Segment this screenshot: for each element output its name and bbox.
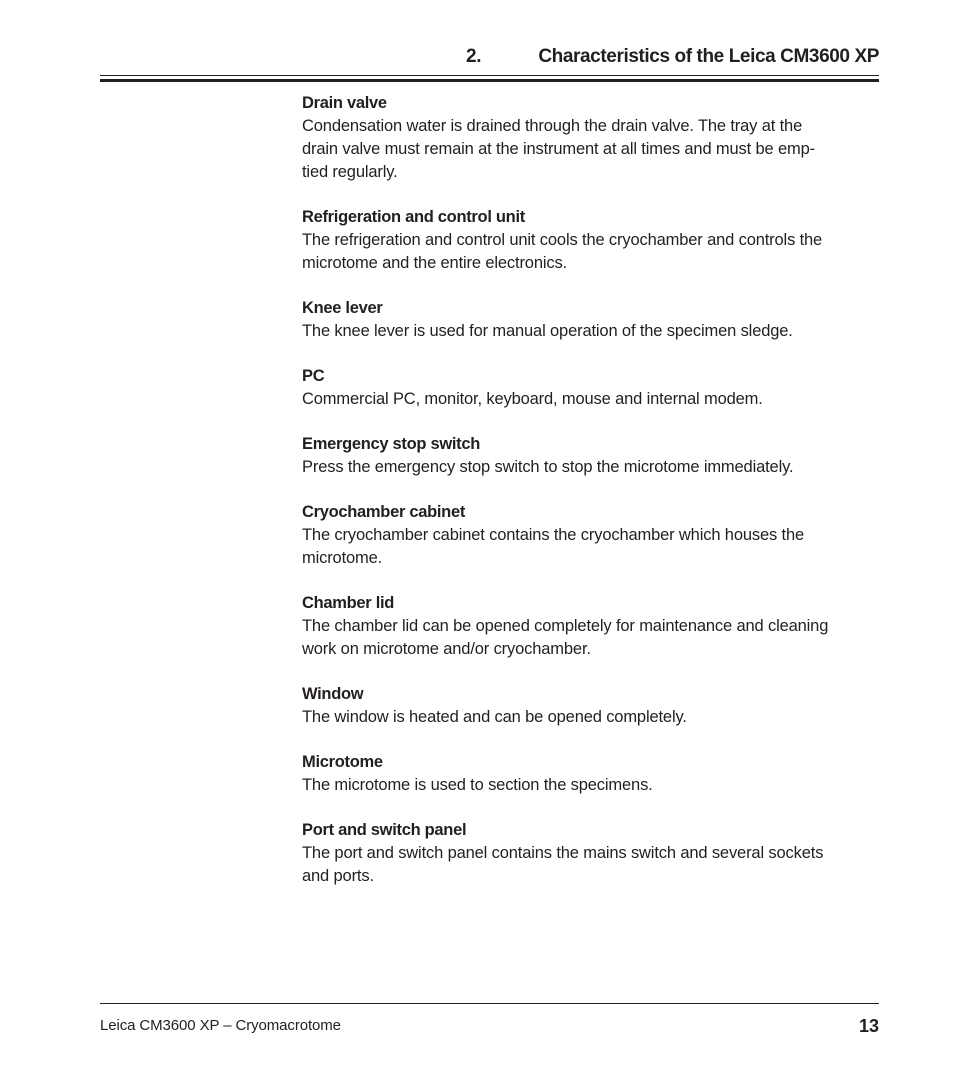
body-line: The port and switch panel contains the mains switch and several sockets (302, 844, 824, 862)
section-body (302, 774, 879, 797)
section-title: Window (302, 685, 364, 703)
body-line: microtome and the entire electronics. (302, 254, 567, 272)
page-number: 13 (858, 1016, 879, 1036)
section-body (302, 842, 879, 888)
body-line: The refrigeration and control unit cools the cryochamber and controls the (302, 231, 823, 249)
section-pc (302, 365, 879, 411)
section-title: Chamber lid (302, 594, 395, 612)
body-line: microtome. (302, 549, 383, 567)
section-microtome (302, 751, 879, 797)
body-line: The cryochamber cabinet contains the cryochamber which houses the (302, 526, 805, 544)
body-line: The microtome is used to section the specimens. (302, 776, 653, 794)
page-header (100, 42, 879, 74)
section-body (302, 388, 879, 411)
section-chamber-lid (302, 592, 879, 661)
section-title: Drain valve (302, 94, 387, 112)
section-drain-valve (302, 92, 879, 184)
section-emergency-stop-switch (302, 433, 879, 479)
body-line: Condensation water is drained through the drain valve. The tray at the (302, 117, 803, 135)
section-refrigeration-control-unit (302, 206, 879, 275)
section-title: Cryochamber cabinet (302, 503, 466, 521)
body-line: Commercial PC, monitor, keyboard, mouse and internal modem. (302, 390, 763, 408)
body-line: work on microtome and/or cryochamber. (302, 640, 591, 658)
chapter-number: 2. (466, 46, 482, 67)
chapter-title: Characteristics of the Leica CM3600 XP (538, 46, 879, 67)
footer-document-title: Leica CM3600 XP – Cryomacrotome (100, 1017, 341, 1034)
body-line: The window is heated and can be opened completely. (302, 708, 687, 726)
section-title: Knee lever (302, 299, 383, 317)
section-port-switch-panel (302, 819, 879, 888)
body-line: The knee lever is used for manual operation of the specimen sledge. (302, 322, 793, 340)
section-title: Microtome (302, 753, 383, 771)
section-body (302, 229, 879, 275)
header-rule-thick (100, 79, 879, 82)
section-title: PC (302, 367, 325, 385)
section-body (302, 456, 879, 479)
section-body (302, 524, 879, 570)
section-body (302, 706, 879, 729)
section-cryochamber-cabinet (302, 501, 879, 570)
section-body (302, 615, 879, 661)
body-line: drain valve must remain at the instrument at all times and must be emp- (302, 140, 815, 158)
body-line: and ports. (302, 867, 374, 885)
section-body (302, 115, 879, 184)
section-window (302, 683, 879, 729)
section-title: Emergency stop switch (302, 435, 481, 453)
section-body (302, 320, 879, 343)
body-line: Press the emergency stop switch to stop the microtome immediately. (302, 458, 794, 476)
body-line: tied regularly. (302, 163, 398, 181)
main-content (302, 92, 879, 910)
header-rule-thin (100, 75, 879, 76)
body-line: The chamber lid can be opened completely for maintenance and cleaning (302, 617, 829, 635)
footer-rule (100, 1003, 879, 1004)
section-title: Refrigeration and control unit (302, 208, 525, 226)
section-knee-lever (302, 297, 879, 343)
section-title: Port and switch panel (302, 821, 467, 839)
